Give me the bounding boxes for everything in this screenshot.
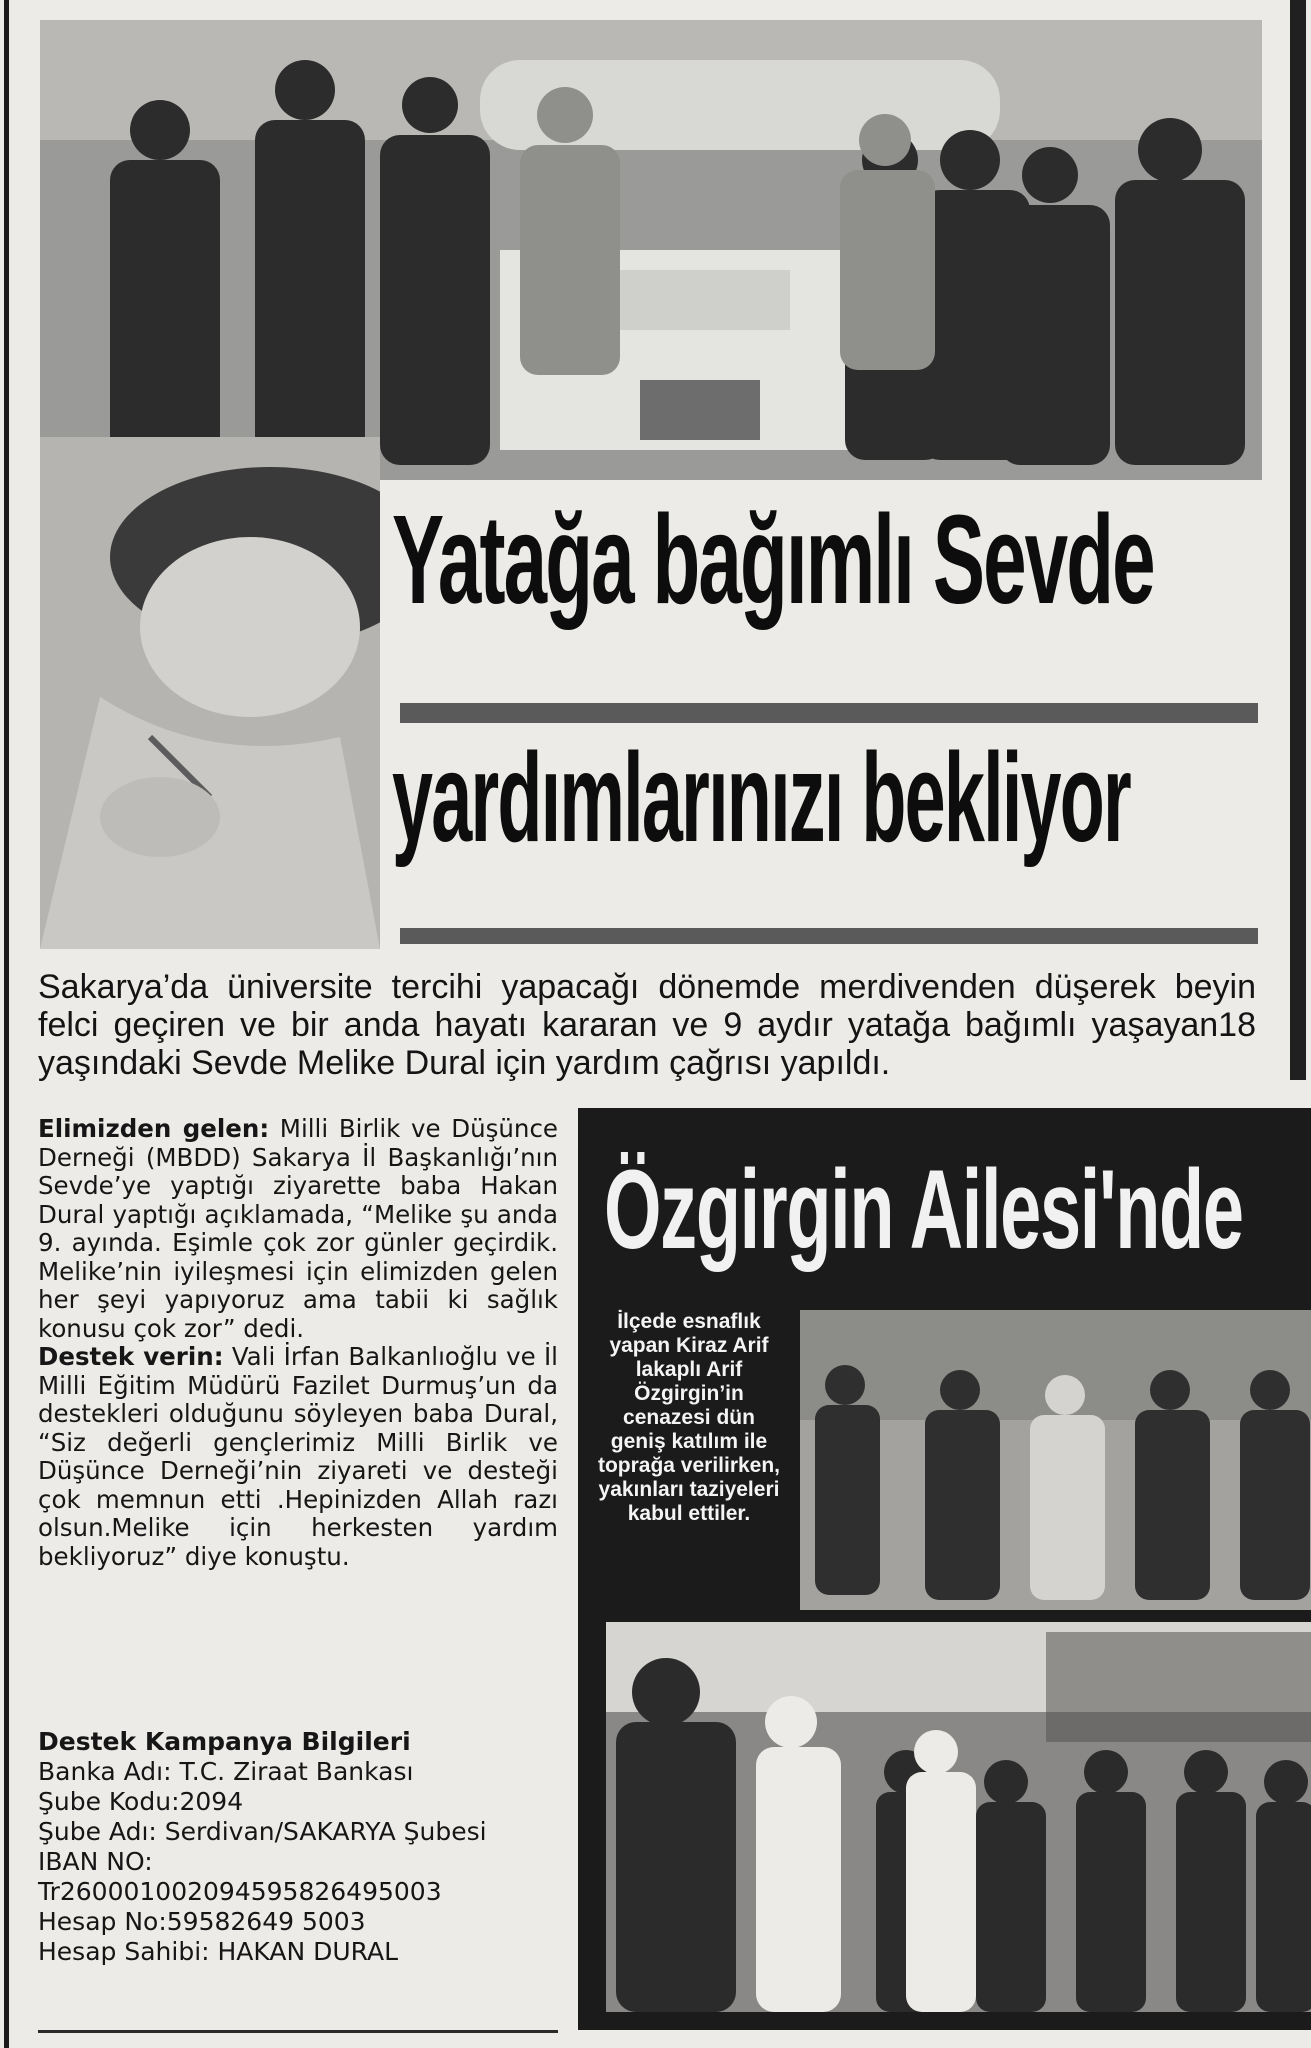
paragraph-1: Milli Birlik ve Düşünce Derneği (MBDD) Sakarya İl Başkanlığı’nın Sevde’ye yaptığı ziyarette baba Hakan Dural yaptığı açıklamada, “Melike şu anda 9. ayında. Eşimle çok zor günler geçirdik. Melike’nin iyileşmesi için elimizden gelen her şeyi yapıyoruz ama tabii ki sağlık konusu çok zor” dedi. bbox=[38, 1114, 558, 1343]
paragraph-2: Vali İrfan Balkanlıoğlu ve İl Milli Eğitim Müdürü Fazilet Durmuş’un da destekleri olduğunu söyleyen baba Dural, “Siz değerli gençlerimiz Milli Birlik ve Düşünce Derneği’nin ziyareti ve desteği çok memnun etti .Hepinizden Allah razı olsun.Melike için herkesten yardım bekliyoruz” diye konuştu. bbox=[38, 1342, 558, 1571]
info-iban-label: IBAN NO: bbox=[38, 1847, 153, 1876]
patient-photo-graphic bbox=[40, 437, 380, 949]
donation-info bbox=[38, 1727, 558, 1967]
article-lead: Sakarya’da üniversite tercihi yapacağı dönemde merdivenden düşerek beyin felci geçiren ve bir anda hayatı kararan ve 9 aydır yatağa bağımlı yaşayan18 yaşındaki Sevde Melike Dural için yardım çağrısı yapıldı. bbox=[38, 968, 1256, 1082]
second-article-caption: İlçede esnaflık yapan Kiraz Arif lakaplı Arif Özgirgin’in cenazesi dün geniş katılım ile toprağa verilirken, yakınları taziyeleri kabul ettiler. bbox=[597, 1310, 781, 1525]
article-headline-line1: Yatağa bağımlı Sevde bbox=[392, 489, 1154, 630]
second-article-headline: Özgirgin Ailesi'nde bbox=[604, 1147, 1243, 1272]
subhead-destek-verin: Destek verin: bbox=[38, 1342, 224, 1371]
info-account-holder: Hesap Sahibi: HAKAN DURAL bbox=[38, 1937, 399, 1966]
donation-info-title: Destek Kampanya Bilgileri bbox=[38, 1727, 411, 1756]
bottom-rule bbox=[38, 2030, 558, 2033]
headline-rule-top bbox=[400, 703, 1258, 723]
group-visit-photo-graphic bbox=[40, 20, 1262, 480]
info-account-number: Hesap No:59582649 5003 bbox=[38, 1907, 366, 1936]
info-iban-number: Tr260001002094595826495003 bbox=[38, 1877, 442, 1906]
right-edge-rule bbox=[1290, 0, 1306, 1080]
subhead-elimizden-gelen: Elimizden gelen: bbox=[38, 1114, 270, 1143]
condolence-photo bbox=[800, 1310, 1311, 1610]
funeral-crowd-photo-graphic bbox=[606, 1622, 1311, 2012]
info-branch-name: Şube Adı: Serdivan/SAKARYA Şubesi bbox=[38, 1817, 487, 1846]
info-bank-name: Banka Adı: T.C. Ziraat Bankası bbox=[38, 1757, 414, 1786]
condolence-photo-graphic bbox=[800, 1310, 1311, 1610]
patient-photo bbox=[40, 437, 380, 949]
funeral-crowd-photo bbox=[606, 1622, 1311, 2012]
info-branch-code: Şube Kodu:2094 bbox=[38, 1787, 244, 1816]
article-body bbox=[38, 1115, 558, 1571]
article-headline-line2: yardımlarınızı bekliyor bbox=[392, 727, 1130, 868]
left-column-rule bbox=[4, 0, 9, 2048]
headline-rule-bottom bbox=[400, 928, 1258, 944]
group-visit-photo bbox=[40, 20, 1262, 480]
